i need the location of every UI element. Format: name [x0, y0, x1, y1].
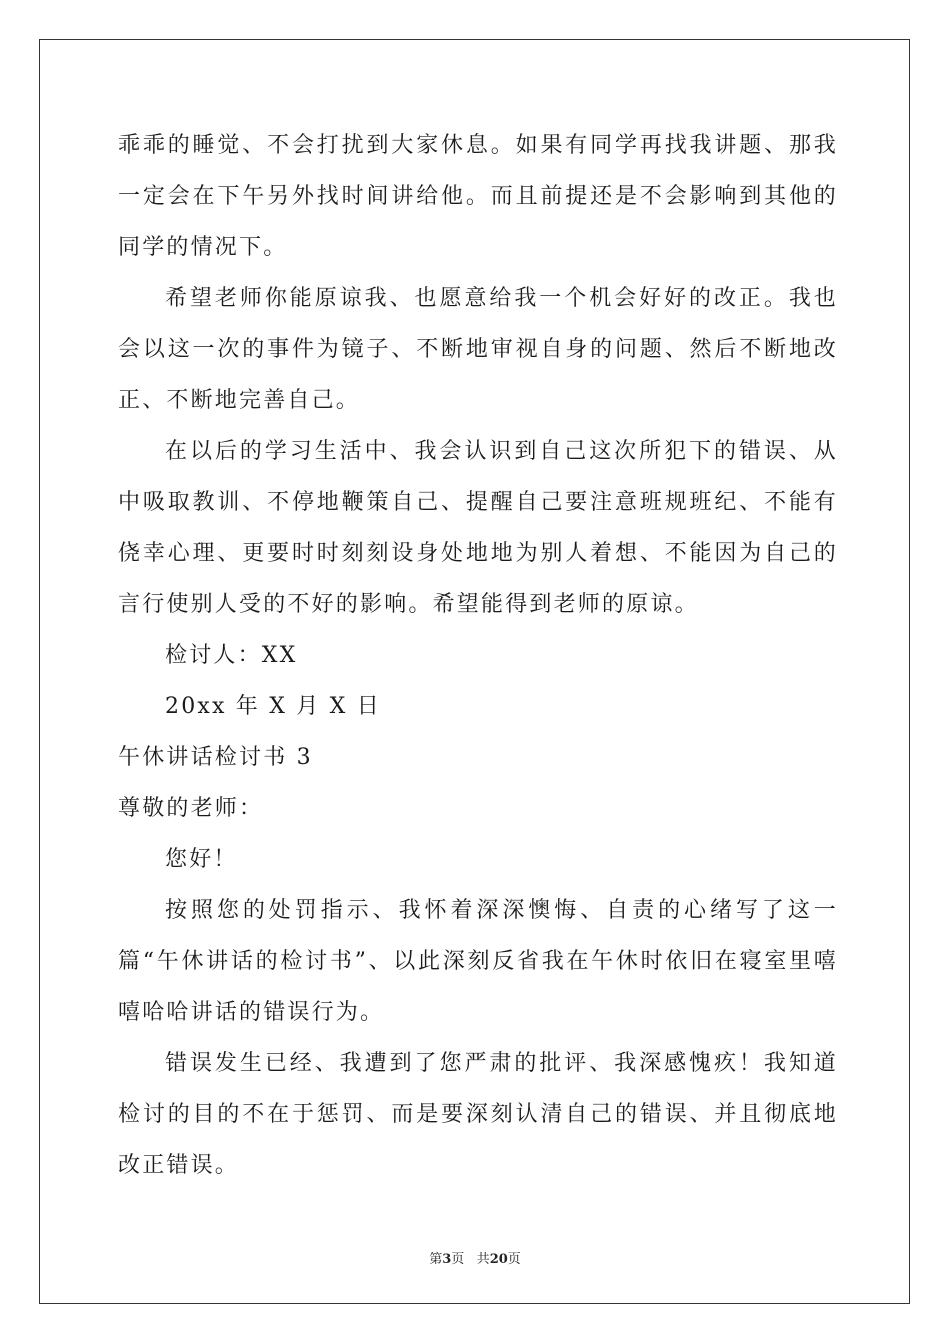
- page-number: 3: [442, 1252, 452, 1267]
- document-body: [118, 120, 838, 1191]
- signature-line: 检讨人：XX: [165, 643, 298, 668]
- section-title: 午休讲话检讨书 3: [118, 745, 313, 770]
- page-prefix: 第: [429, 1252, 443, 1267]
- greeting: 您好！: [165, 847, 238, 872]
- paragraph: 错误发生已经、我遭到了您严肃的批评、我深感愧疚！我知道检讨的目的不在于惩罚、而是要深刻认清自己的错误、并且彻底地改正错误。: [118, 1051, 838, 1178]
- paragraph: 乖乖的睡觉、不会打扰到大家休息。如果有同学再找我讲题、那我一定会在下午另外找时间讲给他。而且前提还是不会影响到其他的同学的情况下。: [118, 133, 838, 260]
- page-suffix: 页: [451, 1252, 465, 1267]
- total-pages: 20: [489, 1252, 508, 1267]
- paragraph: 希望老师你能原谅我、也愿意给我一个机会好好的改正。我也会以这一次的事件为镜子、不断地审视自身的问题、然后不断地改正、不断地完善自己。: [118, 286, 838, 413]
- salutation: 尊敬的老师：: [118, 796, 264, 821]
- paragraph: 在以后的学习生活中、我会认识到自己这次所犯下的错误、从中吸取教训、不停地鞭策自己、提醒自己要注意班规班纪、不能有侥幸心理、更要时时刻刻设身处地地为别人着想、不能因为自己的言行使别人受的不好的影响。希望能得到老师的原谅。: [118, 439, 838, 617]
- date-line: 20xx 年 X 月 X 日: [165, 694, 381, 719]
- total-suffix: 页: [507, 1252, 521, 1267]
- paragraph: 按照您的处罚指示、我怀着深深懊悔、自责的心绪写了这一篇“午休讲话的检讨书”、以此深刻反省我在午休时依旧在寝室里嘻嘻哈哈讲话的错误行为。: [118, 898, 838, 1025]
- total-prefix: 共: [476, 1252, 490, 1267]
- page-footer: [0, 1248, 950, 1267]
